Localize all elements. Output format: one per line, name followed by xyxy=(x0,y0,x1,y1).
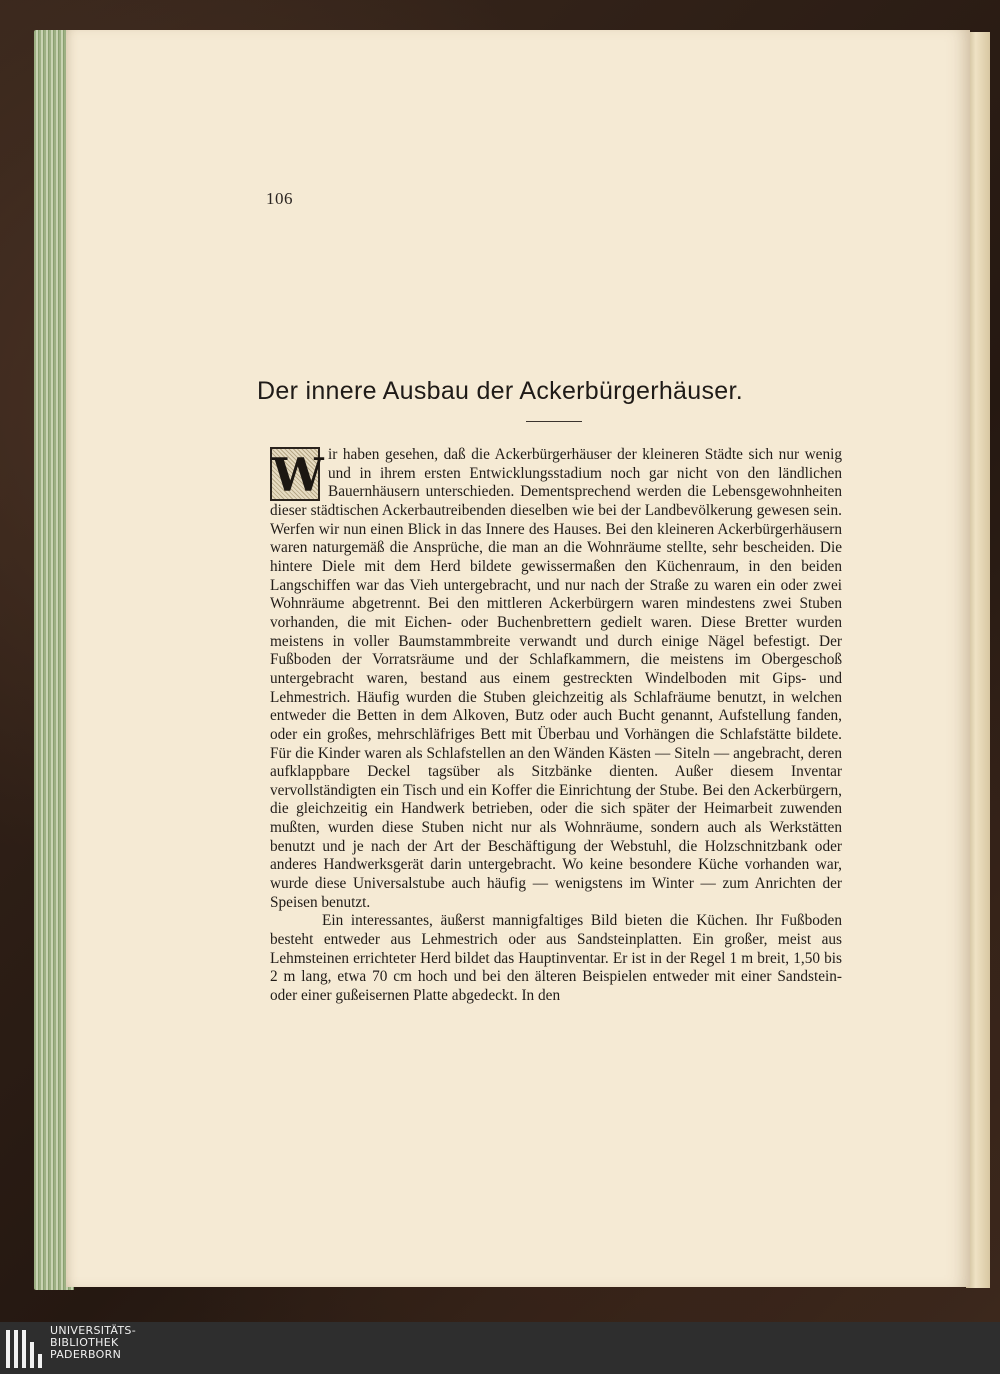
library-line-1: UNIVERSITÄTS- xyxy=(50,1324,136,1337)
dropcap-letter: W xyxy=(272,448,324,502)
library-footer xyxy=(0,1322,1000,1374)
paragraph-2: Ein interessantes, äußerst mannigfaltiges Bild bieten die Küchen. Ihr Fußboden besteht entweder aus Lehmestrich oder aus Sandsteinplatten. Ein großer, meist aus Lehmsteinen errichteter Herd bildet das Hauptinventar. Er ist in der Regel 1 m breit, 1,50 bis 2 m lang, etwa 70 cm hoch und bei den älteren Beispielen entweder mit einer Sandstein- oder einer gußeisernen Platte abgedeckt. In den xyxy=(270,912,842,1005)
paragraph-1 xyxy=(270,446,842,912)
library-line-3: PADERBORN xyxy=(50,1348,122,1361)
page-number: 106 xyxy=(266,189,293,208)
library-line-2: BIBLIOTHEK xyxy=(50,1336,119,1349)
library-name xyxy=(50,1325,136,1361)
chapter-title: Der innere Ausbau der Ackerbürgerhäuser. xyxy=(257,377,743,405)
paragraph-1-text: ir haben gesehen, daß die Ackerbürgerhäuser der kleineren Städte sich nur wenig und in ihrem ersten Entwicklungsstadium noch gar nicht von den ländlichen Bauernhäusern unterschieden. Dementsprechend werden die Lebensgewohnheiten dieser städtischen Ackerbautreibenden dieselben wie bei der Landbevölkerung gewesen sein. Werfen wir nun einen Blick in das Innere des Hauses. Bei den kleineren Ackerbürgerhäusern waren naturgemäß die Ansprüche, die man an die Wohnräume stellte, sehr bescheiden. Die hintere Diele mit dem Herd bildete gewissermaßen den Küchenraum, in den beiden Langschiffen war das Vieh untergebracht, und nur nach der Straße zu waren ein oder zwei Wohnräume abgetrennt. Bei den mittleren Ackerbürgern waren mindestens zwei Stuben vorhanden, die mit Eichen- oder Buchenbrettern gedielt waren. Diese Bretter wurden meistens in voller Baumstammbreite verwandt und durch einige Nägel befestigt. Der Fußboden der Vorratsräume und der Schlafkammern, die meistens im Obergeschoß untergebracht waren, bestand aus einem gestreckten Windelboden mit Gips- und Lehmestrich. Häufig wurden die Stuben gleichzeitig als Schlafräume benutzt, in welchen entweder die Betten in dem Alkoven, Butz oder auch Bucht genannt, Aufstellung fanden, oder ein großes, mehrschläfriges Bett mit Überbau und Vorhängen die Schlafstätte bildete. Für die Kinder waren als Schlafstellen an den Wänden Kästen — Siteln — angebracht, deren aufklappbare Deckel tagsüber als Sitzbänke dienten. Außer diesem Inventar vervollständigten ein Tisch und ein Koffer die Einrichtung der Stube. Bei den Ackerbürgern, die gleichzeitig ein Handwerk betrieben, oder die sich später der Heimarbeit zuwenden mußten, wurden diese Stuben nicht nur als Wohnräume, sondern auch als Werkstätten benutzt und je nach der Art der Beschäftigung der Webstuhl, die Holzschnitzbank oder anderes Handwerksgerät darin untergebracht. Wo keine besondere Küche vorhanden war, wurde diese Universalstube auch häufig — wenigstens im Winter — zum Anrichten der Speisen benutzt. xyxy=(270,446,842,911)
library-logo-icon xyxy=(6,1330,46,1368)
ornamental-initial xyxy=(270,447,324,502)
body-text xyxy=(270,446,842,1006)
title-divider xyxy=(526,421,582,422)
